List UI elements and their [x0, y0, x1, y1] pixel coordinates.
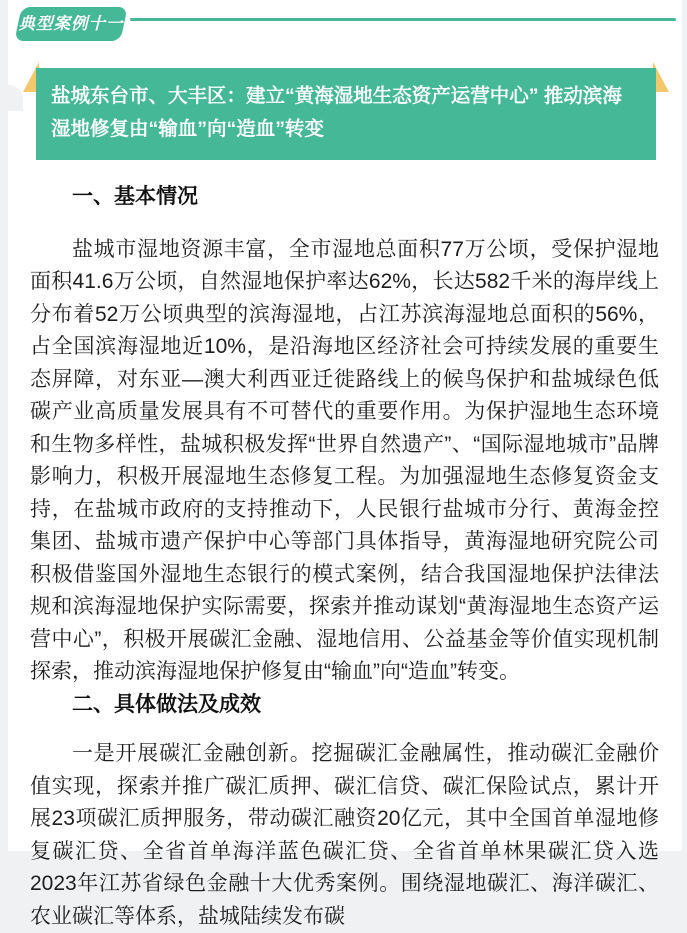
section-measures-results	[30, 689, 659, 933]
case-title: 盐城东台市、大丰区：建立“黄海湿地生态资产运营中心” 推动滨海湿地修复由“输血”向“造血”转变	[51, 80, 640, 146]
document-page	[8, 0, 682, 851]
section-basic-situation	[30, 181, 659, 689]
case-number-badge	[18, 7, 124, 41]
section-paragraph: 盐城市湿地资源丰富，全市湿地总面积77万公顷，受保护湿地面积41.6万公顷，自然湿地保护率达62%，长达582千米的海岸线上分布着52万公顷典型的滨海湿地，占江苏滨海湿地总面积的56%，占全国滨海湿地近10%，是沿海地区经济社会可持续发展的重要生态屏障，对东亚—澳大利西亚迁徙路线上的候鸟保护和盐城绿色低碳产业高质量发展具有不可替代的重要作用。为保护湿地生态环境和生物多样性，盐城积极发挥“世界自然遗产”、“国际湿地城市”品牌影响力，积极开展湿地生态修复工程。为加强湿地生态修复资金支持，在盐城市政府的支持推动下，人民银行盐城市分行、黄海金控集团、盐城市遗产保护中心等部门具体指导，黄海湿地研究院公司积极借鉴国外湿地生态银行的模式案例，结合我国湿地保护法律法规和滨海湿地保护实际需要，探索并推动谋划“黄海湿地生态资产运营中心”，积极开展碳汇金融、湿地信用、公益基金等价值实现机制探索，推动滨海湿地保护修复由“输血”向“造血”转变。	[30, 234, 659, 689]
article-body	[8, 150, 682, 933]
title-banner-box	[36, 68, 656, 160]
case-number-label: 典型案例十一	[18, 7, 124, 41]
header-rule-line	[130, 18, 676, 21]
section-heading: 二、具体做法及成效	[30, 689, 659, 722]
card-corner-notch	[8, 85, 23, 111]
title-banner	[36, 68, 656, 160]
section-heading: 一、基本情况	[30, 181, 659, 214]
section-paragraph: 一是开展碳汇金融创新。挖掘碳汇金融属性，推动碳汇金融价值实现，探索并推广碳汇质押、碳汇信贷、碳汇保险试点，累计开展23项碳汇质押服务，带动碳汇融资20亿元，其中全国首单湿地修复碳汇贷、全省首单海洋蓝色碳汇贷、全省首单林果碳汇贷入选2023年江苏省绿色金融十大优秀案例。围绕湿地碳汇、海洋碳汇、农业碳汇等体系，盐城陆续发布碳	[30, 738, 659, 933]
